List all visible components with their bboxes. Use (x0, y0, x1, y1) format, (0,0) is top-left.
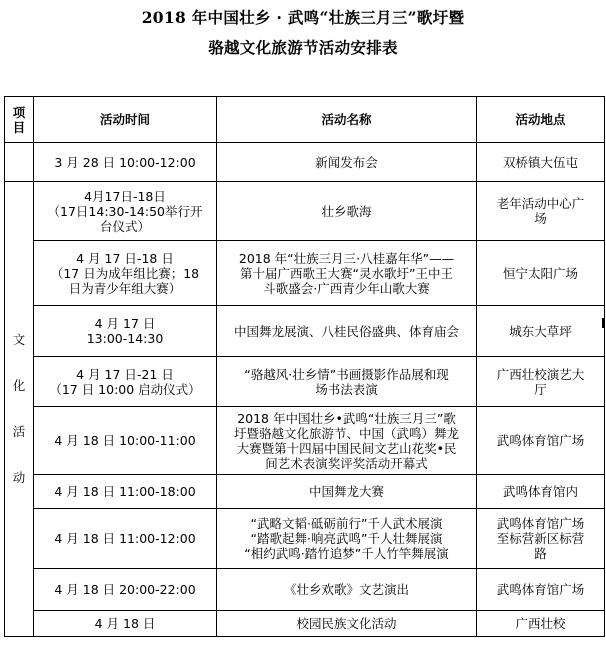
row-location: 老年活动中心广 场 (477, 182, 605, 241)
table-row (5, 241, 605, 306)
row-time: 4 月 17 日 13:00-14:30 (34, 306, 217, 357)
row-name: 中国舞龙大赛 (217, 475, 477, 509)
row-name: 《壮乡欢歌》文艺演出 (217, 569, 477, 611)
row-name: 新闻发布会 (217, 143, 477, 182)
category-cell (5, 182, 34, 637)
row-location: 武鸣体育馆广场 至标营新区标营 路 (477, 509, 605, 569)
table-row (5, 182, 605, 241)
edge-mark (602, 318, 605, 328)
row-name: 校园民族文化活动 (217, 611, 477, 637)
row-name: 中国舞龙展演、八桂民俗盛典、体育庙会 (217, 306, 477, 357)
table-row (5, 509, 605, 569)
category-char: 活 (12, 424, 26, 439)
row-location: 恒宁太阳广场 (477, 241, 605, 306)
row-time: 3 月 28 日 10:00-12:00 (34, 143, 217, 182)
row-time: 4 月 17 日-18 日 （17 日为成年组比赛；18 日为青少年组大赛） (34, 241, 217, 306)
header-name: 活动名称 (217, 97, 477, 143)
row-location: 武鸣体育馆内 (477, 475, 605, 509)
row-name: “武略文韬·砥砺前行”千人武术展演 “踏歌起舞·响亮武鸣”千人壮舞展演 “相约武鸣·踏竹追梦”千人竹竿舞展演 (217, 509, 477, 569)
row-name: 2018 年“壮族三月三·八桂嘉年华”—— 第十届广西歌王大赛“灵水歌圩”王中王 斗歌盛会·广西青少年山歌大赛 (217, 241, 477, 306)
row-location: 广西壮校演艺大 厅 (477, 357, 605, 407)
row-time: 4 月 17 日-21 日 （17 日 10:00 启动仪式） (34, 357, 217, 407)
header-location: 活动地点 (477, 97, 605, 143)
table-row (5, 357, 605, 407)
row-time: 4 月 18 日 10:00-11:00 (34, 407, 217, 475)
row-time: 4 月 18 日 20:00-22:00 (34, 569, 217, 611)
table-row (5, 569, 605, 611)
row-location: 广西壮校 (477, 611, 605, 637)
row-location: 双桥镇大伍屯 (477, 143, 605, 182)
row-time: 4 月 18 日 (34, 611, 217, 637)
category-char: 化 (12, 378, 26, 393)
header-row (5, 97, 605, 143)
row-name: “骆越风·壮乡情”书画摄影作品展和现 场书法表演 (217, 357, 477, 407)
page-title-line-1: 2018 年中国壮乡 · 武鸣“壮族三月三”歌圩暨 (141, 8, 465, 27)
category-cell-empty (5, 143, 34, 182)
row-name: 壮乡歌海 (217, 182, 477, 241)
category-char: 文 (12, 332, 26, 347)
row-location: 武鸣体育馆广场 (477, 569, 605, 611)
schedule-table (4, 96, 605, 637)
row-time: 4 月 18 日 11:00-12:00 (34, 509, 217, 569)
row-location: 城东大草坪 (477, 306, 605, 357)
category-char: 动 (12, 470, 26, 485)
row-location: 武鸣体育馆广场 (477, 407, 605, 475)
table-row (5, 611, 605, 637)
table-row (5, 475, 605, 509)
table-row (5, 306, 605, 357)
row-time: 4 月 18 日 11:00-18:00 (34, 475, 217, 509)
table-row (5, 143, 605, 182)
row-name: 2018 年中国壮乡•武鸣“壮族三月三”歌 圩暨骆越文化旅游节、中国（武鸣）舞龙 大赛暨第十四届中国民间文艺山花奖•民 间艺术表演奖评奖活动开幕式 (217, 407, 477, 475)
table-row (5, 407, 605, 475)
row-time: 4月17日-18日 （17日14:30-14:50举行开 台仪式） (34, 182, 217, 241)
header-category: 项目 (5, 97, 34, 143)
header-time: 活动时间 (34, 97, 217, 143)
page-title-line-2: 骆越文化旅游节活动安排表 (208, 38, 398, 57)
